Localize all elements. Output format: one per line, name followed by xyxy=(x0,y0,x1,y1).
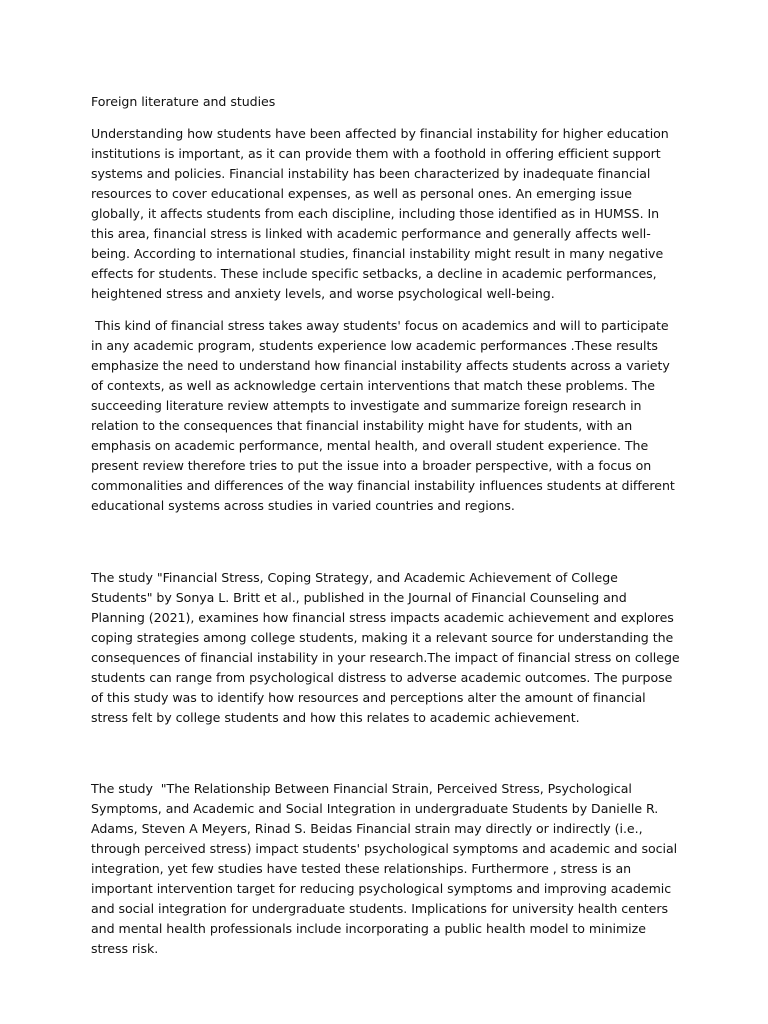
section-heading: Foreign literature and studies xyxy=(91,94,276,109)
paragraph-adams-study: The study "The Relationship Between Financial Strain, Perceived Stress, Psychological Symptoms, and Academic and Social Integration in undergraduate Students by Danielle R. Adams, Steven A Meyers, Rinad S. Beidas Financial strain may directly or indirectly (i.e., through perceived stress) impact students' psychological symptoms and academic and social integration, yet few studies have tested these relationships. Furthermore , stress is an important intervention target for reducing psychological symptoms and improving academic and social integration for undergraduate students. Implications for university health centers and mental health professionals include incorporating a public health model to minimize stress risk. xyxy=(91,781,682,956)
paragraph-introduction: Understanding how students have been affected by financial instability for higher education institutions is important, as it can provide them with a foothold in offering efficient support systems and policies. Financial instability has been characterized by inadequate financial resources to cover educational expenses, as well as personal ones. An emerging issue globally, it affects students from each discipline, including those identified as in HUMSS. In this area, financial stress is linked with academic performance and generally affects well-being. According to international studies, financial instability might result in many negative effects for students. These include specific setbacks, a decline in academic performances, heightened stress and anxiety levels, and worse psychological well-being. xyxy=(91,126,673,301)
document-body xyxy=(91,92,684,959)
paragraph-britt-study: The study "Financial Stress, Coping Strategy, and Academic Achievement of College Students" by Sonya L. Britt et al., published in the Journal of Financial Counseling and Planning (2021), examines how financial stress impacts academic achievement and explores coping strategies among college students, making it a relevant source for understanding the consequences of financial instability in your research.The impact of financial stress on college students can range from psychological distress to adverse academic outcomes. The purpose of this study was to identify how resources and perceptions alter the amount of financial stress felt by college students and how this relates to academic achievement. xyxy=(91,570,684,725)
paragraph-financial-stress-effects: This kind of financial stress takes away students' focus on academics and will to participate in any academic program, students experience low academic performances .These results emphasize the need to understand how financial instability affects students across a variety of contexts, as well as acknowledge certain interventions that match these problems. The succeeding literature review attempts to investigate and summarize foreign research in relation to the consequences that financial instability might have for students, with an emphasis on academic performance, mental health, and overall student experience. The present review therefore tries to put the issue into a broader perspective, with a focus on commonalities and differences of the way financial instability influences students at different educational systems across studies in varied countries and regions. xyxy=(91,318,679,513)
